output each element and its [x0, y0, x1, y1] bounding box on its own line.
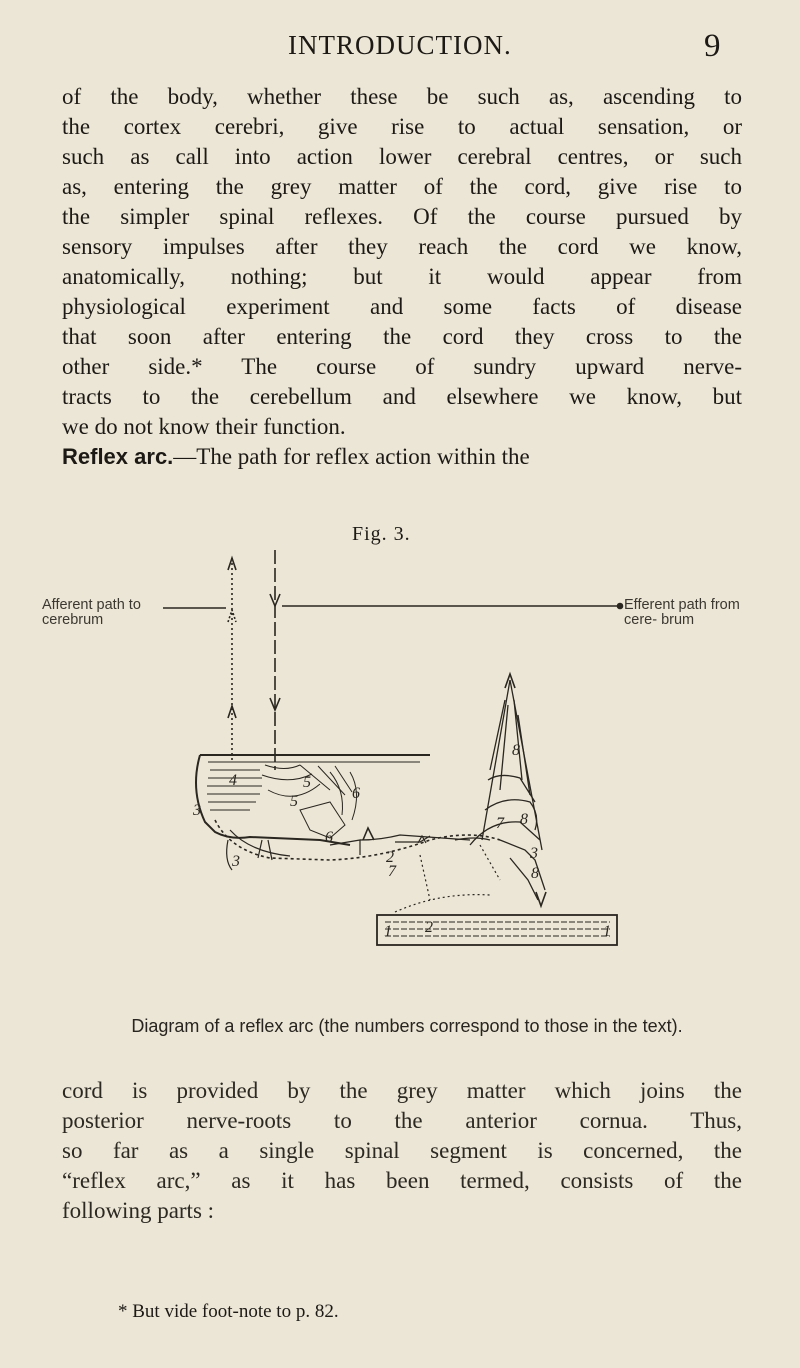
fig-number: 5: [303, 774, 311, 791]
fig-number: 1: [384, 923, 392, 940]
fig-number: 7: [388, 863, 396, 880]
text-line: tracts to the cerebellum and elsewhere we know, but: [62, 384, 742, 409]
text-line: as, entering the grey matter of the cord, give rise to: [62, 174, 742, 199]
nerve-fibre-2: [360, 835, 470, 840]
text-line: following parts :: [62, 1198, 215, 1223]
fig-number: 6: [325, 829, 333, 846]
fig-number: 2: [386, 849, 394, 866]
effector-box: [377, 915, 617, 945]
reflex-arc-diagram: [0, 540, 800, 1010]
figure-caption: Diagram of a reflex arc (the numbers correspond to those in the text).: [131, 1016, 683, 1036]
fig-number: 3: [232, 853, 240, 870]
text-line: of the body, whether these be such as, ascending to: [62, 84, 742, 109]
text-line: sensory impulses after they reach the cord we know,: [62, 234, 742, 259]
runin-text: —The path for reflex action within the: [173, 444, 530, 469]
paragraph-1: [62, 82, 742, 472]
effector-hatching: [385, 922, 610, 936]
text-line: such as call into action lower cerebral centres, or such: [62, 144, 742, 169]
runin-line: [62, 442, 742, 472]
paragraph-2: [62, 1076, 742, 1226]
section-heading-reflex-arc: Reflex arc.: [62, 444, 174, 469]
text-line: the simpler spinal reflexes. Of the course pursued by: [62, 204, 742, 229]
footnote: * But vide foot-note to p. 82.: [118, 1301, 339, 1322]
afferent-arrow-low: [228, 706, 236, 718]
text-line: anatomically, nothing; but it would appear from: [62, 264, 742, 289]
text-line: other side.* The course of sundry upward nerve-: [62, 354, 742, 379]
running-head: [0, 30, 800, 70]
figure-numbers: [192, 742, 611, 940]
fig-number: 8: [512, 742, 520, 759]
fig-number: 8: [520, 811, 528, 828]
text-line: that soon after entering the cord they cross to the: [62, 324, 742, 349]
running-head-title: INTRODUCTION.: [288, 30, 512, 60]
page-number: 9: [704, 28, 721, 64]
text-line: posterior nerve-roots to the anterior cornua. Thus,: [62, 1108, 742, 1133]
afferent-arrow-mid: [228, 610, 236, 622]
text-line: “reflex arc,” as it has been termed, consists of the: [62, 1168, 742, 1193]
text-line: cord is provided by the grey matter which joins the: [62, 1078, 742, 1103]
fig-number: 2: [425, 919, 433, 936]
text-line: the cortex cerebri, give rise to actual sensation, or: [62, 114, 742, 139]
text-line: so far as a single spinal segment is concerned, the: [62, 1138, 742, 1163]
fig-number: 3: [530, 845, 538, 862]
figure-label: Fig. 3.: [352, 523, 411, 545]
text-line: we do not know their function.: [62, 414, 346, 439]
fig-number: 3: [193, 802, 201, 819]
fig-number: 5: [290, 793, 298, 810]
fig-number: 4: [229, 772, 237, 789]
fig-number: 8: [531, 865, 539, 882]
fig-number: 6: [352, 785, 360, 802]
fig-number: 7: [496, 815, 504, 832]
fig-number: 1: [603, 923, 611, 940]
text-line: physiological experiment and some facts of disease: [62, 294, 742, 319]
efferent-path-label: Efferent path from cere- brum: [624, 597, 740, 628]
afferent-path-label: Afferent path to cerebrum: [42, 597, 141, 628]
